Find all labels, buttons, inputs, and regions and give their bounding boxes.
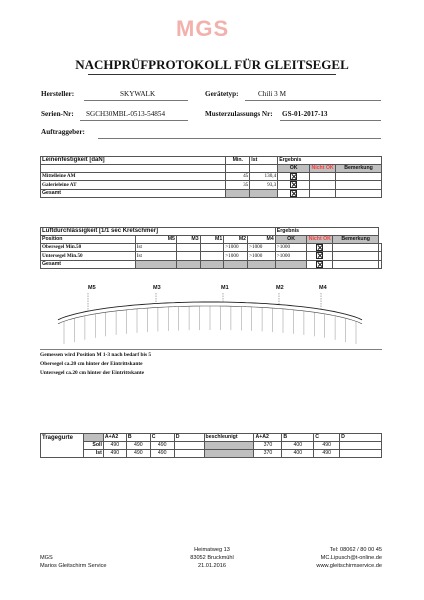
col-ergebnis: Ergebnis	[275, 228, 378, 236]
table-row	[41, 252, 382, 260]
value-d	[174, 442, 204, 450]
value-m1: >1000	[224, 244, 248, 252]
value-m5	[176, 252, 200, 260]
col-nicht-ok: Nicht OK	[311, 165, 334, 172]
col-position: Position	[41, 236, 136, 244]
row-ist: 93,3	[250, 181, 278, 189]
col-b: B	[126, 434, 150, 442]
table-row	[41, 244, 382, 252]
leinen-header-row	[41, 157, 382, 165]
muster-line	[280, 120, 381, 121]
footer-phone: Tel: 08062 / 80 00 45	[329, 547, 382, 553]
pos-m4: M4	[248, 236, 276, 244]
checked-box-icon[interactable]	[316, 252, 323, 259]
row-min: 45	[226, 173, 250, 181]
note-line: Obersegel ca.20 cm hinter der Eintrittskante	[40, 361, 143, 367]
value-d	[174, 450, 204, 458]
row-label: Untersegel Min.50	[41, 252, 136, 260]
col-ok: OK	[275, 236, 307, 244]
muster-value: GS-01-2017-13	[282, 110, 328, 118]
value-m3	[200, 244, 224, 252]
geraetetyp-label: Gerätetyp:	[205, 90, 239, 98]
luft-title: Luftdurchlässigkeit [1/1 sec Kretschmer]	[41, 228, 276, 236]
col-ergebnis: Ergebnis	[278, 157, 382, 165]
row-label: Mittelleine AM	[41, 173, 226, 181]
tragegurte-title: Tragegurte	[41, 434, 84, 442]
leinen-table	[40, 156, 382, 198]
footer-company-name: Marios Gleitschirm Service	[40, 563, 107, 569]
value-c: 490	[150, 450, 174, 458]
value-m2: >1000	[248, 244, 276, 252]
acc-value-a: 370	[254, 450, 282, 458]
luft-position-row	[41, 236, 382, 244]
serien-line	[80, 120, 188, 121]
acc-value-d	[340, 442, 382, 450]
leinen-subheader-row	[41, 165, 382, 173]
tragegurte-table	[40, 433, 382, 458]
auftraggeber-line	[98, 138, 381, 139]
value-a: 490	[103, 450, 126, 458]
footer-street: Heimatweg 13	[194, 547, 230, 553]
value-m5	[176, 244, 200, 252]
value-a: 490	[103, 442, 126, 450]
value-b: 490	[126, 442, 150, 450]
diagram-label-m4: M4	[319, 285, 327, 291]
luft-table	[40, 227, 382, 269]
checked-box-icon[interactable]	[290, 190, 297, 197]
luft-header-row	[41, 228, 382, 236]
col-min: Min.	[226, 157, 250, 165]
footer-website[interactable]: www.gleitschirmservice.de	[316, 563, 382, 569]
col-bemerkung: Bemerkung	[333, 236, 379, 244]
col-bemerkung: Bemerkung	[336, 165, 382, 173]
title-underline	[88, 74, 336, 75]
col-a: A+A2	[103, 434, 126, 442]
col-acc-a: A+A2	[254, 434, 282, 442]
acc-value-c: 490	[314, 442, 340, 450]
diagram-label-m1: M1	[221, 285, 229, 291]
col-ok: OK	[278, 165, 310, 173]
col-c: C	[150, 434, 174, 442]
checked-box-icon[interactable]	[290, 181, 297, 188]
pos-m2: M2	[224, 236, 248, 244]
table-row	[41, 181, 382, 189]
col-nicht-ok: Nicht OK	[308, 236, 331, 243]
table-row	[41, 173, 382, 181]
value-m4: >1000	[275, 252, 307, 260]
value-b: 490	[126, 450, 150, 458]
hersteller-value: SKYWALK	[120, 90, 156, 98]
table-row	[41, 260, 382, 268]
diagram-label-m5: M5	[88, 285, 96, 291]
page-title: NACHPRÜFPROTOKOLL FÜR GLEITSEGEL	[75, 57, 349, 72]
geraetetyp-line	[245, 100, 381, 101]
footer-company-short: MGS	[40, 555, 53, 561]
checked-box-icon[interactable]	[316, 244, 323, 251]
note-line: Untersegel ca.20 cm hinter der Eintrittskante	[40, 370, 145, 376]
gesamt-label: Gesamt	[41, 189, 226, 197]
serien-value: SGCH30MBL-0513-54854	[86, 110, 166, 118]
diagram-label-m2: M2	[276, 285, 284, 291]
row-label: Obersegel Min.50	[41, 244, 136, 252]
row-label: Soll	[83, 442, 103, 450]
muster-label: Musterzulassungs Nr:	[205, 110, 273, 118]
col-acc-b: B	[282, 434, 314, 442]
col-ist: Ist	[250, 157, 278, 165]
value-m3	[200, 252, 224, 260]
checked-box-icon[interactable]	[290, 173, 297, 180]
checked-box-icon[interactable]	[316, 261, 323, 268]
pos-m3: M3	[176, 236, 200, 244]
value-m1: >1000	[224, 252, 248, 260]
col-d: D	[174, 434, 204, 442]
hersteller-line	[84, 100, 188, 101]
note-line: Gemessen wird Position M 1-3 nach bedarf bis 5	[40, 352, 152, 358]
glider-diagram-frame	[40, 282, 382, 350]
row-min: 35	[226, 181, 250, 189]
footer-date: 21.01.2016	[198, 563, 226, 569]
geraetetyp-value: Chili 3 M	[258, 90, 286, 98]
tragegurte-header-row	[41, 434, 382, 442]
acc-value-a: 370	[254, 442, 282, 450]
gesamt-label: Gesamt	[41, 260, 136, 268]
table-row	[41, 450, 382, 458]
acc-value-d	[340, 450, 382, 458]
mgs-logo: MGS	[176, 16, 230, 41]
row-ist: 130,4	[250, 173, 278, 181]
col-acc-d: D	[340, 434, 382, 442]
row-ist: Ist	[135, 244, 176, 252]
glider-profile-diagram	[40, 282, 382, 350]
row-ist: Ist	[135, 252, 176, 260]
beschleunigt-label: beschleunigt	[204, 434, 254, 442]
acc-value-b: 400	[282, 442, 314, 450]
table-row	[41, 442, 382, 450]
col-acc-c: C	[314, 434, 340, 442]
pos-m5: M5	[135, 236, 176, 244]
pos-m1: M1	[200, 236, 224, 244]
value-m4: >1000	[275, 244, 307, 252]
value-m2: >1000	[248, 252, 276, 260]
hersteller-label: Hersteller:	[41, 90, 75, 98]
value-c: 490	[150, 442, 174, 450]
acc-value-c: 490	[314, 450, 340, 458]
footer-city: 83052 Bruckmühl	[190, 555, 234, 561]
serien-label: Serien-Nr:	[41, 110, 74, 118]
acc-value-b: 400	[282, 450, 314, 458]
diagram-label-m3: M3	[153, 285, 161, 291]
footer-email[interactable]: MC.Lipusch@t-online.de	[320, 555, 382, 561]
table-row	[41, 189, 382, 197]
row-label: Ist	[83, 450, 103, 458]
auftraggeber-label: Auftraggeber:	[41, 128, 85, 136]
row-label: Galerieleine AT	[41, 181, 226, 189]
leinen-title: Leinenfestigkeit [daN]	[41, 157, 226, 165]
